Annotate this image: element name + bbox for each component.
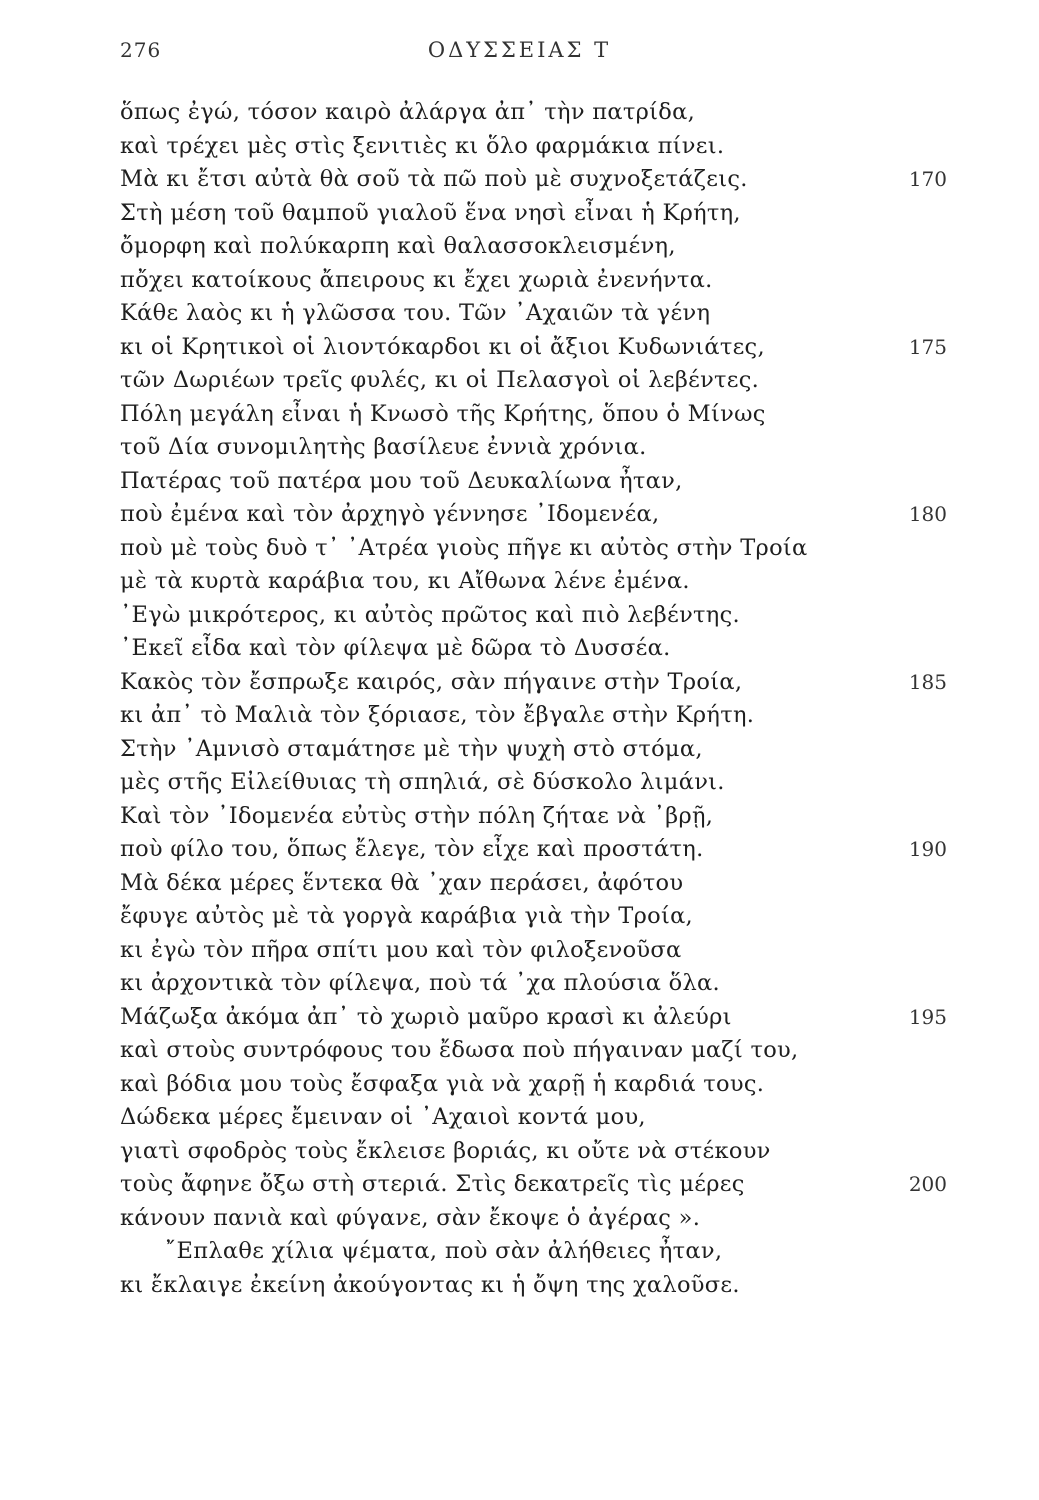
verse-text: Στὴ μέση τοῦ θαμποῦ γιαλοῦ ἕνα νησὶ εἶναι ἡ Κρήτη, bbox=[120, 199, 741, 226]
verse-text: μὲς στῆς Εἰλείθυιας τὴ σπηλιά, σὲ δύσκολο λιμάνι. bbox=[120, 769, 725, 795]
line-number: 180 bbox=[908, 502, 947, 526]
verse-text: ὄμορφη καὶ πολύκαρπη καὶ θαλασσοκλεισμένη, bbox=[120, 233, 676, 259]
verse-text: καὶ τρέχει μὲς στὶς ξενιτιὲς κι ὅλο φαρμάκια πίνει. bbox=[120, 132, 725, 159]
verse-text: μὲ τὰ κυρτὰ καράβια του, κι Αἴθωνα λένε ἐμένα. bbox=[120, 568, 690, 594]
verse-text: Μάζωξα ἀκόμα ἀπ᾽ τὸ χωριὸ μαῦρο κρασὶ κι ἀλεύρι bbox=[120, 1003, 732, 1030]
running-title: ΟΔΥΣΣΕΙΑΣ Τ bbox=[427, 38, 612, 62]
line-number: 185 bbox=[908, 669, 947, 694]
page-header bbox=[0, 38, 1039, 74]
verse-line bbox=[0, 264, 1039, 298]
verse-line bbox=[0, 197, 1039, 231]
verse-line bbox=[0, 599, 1039, 633]
verse-text: κι ἀπ᾽ τὸ Μαλιὰ τὸν ξόριασε, τὸν ἔβγαλε στὴν Κρήτη. bbox=[120, 702, 755, 728]
verse-text: κι ἀρχοντικὰ τὸν φίλεψα, ποὺ τά ᾿χα πλούσια ὅλα. bbox=[120, 970, 720, 996]
verse-text: Μὰ δέκα μέρες ἕντεκα θὰ ᾿χαν περάσει, ἀφότου bbox=[120, 869, 684, 896]
verse-line bbox=[0, 699, 1039, 733]
verse-text: τοὺς ἄφηνε ὄξω στὴ στεριά. Στὶς δεκατρεῖς τὶς μέρες bbox=[120, 1171, 745, 1197]
verse-line bbox=[0, 1034, 1039, 1068]
verse-text: ᾿Εκεῖ εἶδα καὶ τὸν φίλεψα μὲ δῶρα τὸ Δυσσέα. bbox=[120, 635, 671, 661]
verse-line bbox=[0, 1101, 1039, 1135]
line-number: 200 bbox=[908, 1172, 947, 1196]
verse-line bbox=[0, 1269, 1039, 1303]
verse-line bbox=[0, 130, 1039, 164]
verse-line bbox=[0, 431, 1039, 465]
verse-line bbox=[0, 766, 1039, 800]
verse-text: πὄχει κατοίκους ἄπειρους κι ἔχει χωριὰ ἐνενήντα. bbox=[120, 266, 713, 293]
verse-line bbox=[0, 96, 1039, 130]
verse-line bbox=[0, 733, 1039, 767]
verse-text: κι οἱ Κρητικοὶ οἱ λιοντόκαρδοι κι οἱ ἄξιοι Κυδωνιάτες, bbox=[120, 333, 765, 360]
verse-line bbox=[0, 465, 1039, 499]
verse-line bbox=[0, 364, 1039, 398]
verse-line bbox=[0, 565, 1039, 599]
verse-text: Πόλη μεγάλη εἶναι ἡ Κνωσὸ τῆς Κρήτης, ὅπου ὁ Μίνως bbox=[120, 400, 766, 427]
verse-line bbox=[0, 498, 1039, 532]
page-number: 276 bbox=[120, 38, 162, 62]
verse-line bbox=[0, 632, 1039, 666]
verse-text: κάνουν πανιὰ καὶ φύγανε, σὰν ἔκοψε ὁ ἀγέρας ». bbox=[120, 1204, 701, 1231]
line-number: 170 bbox=[908, 167, 947, 191]
verse-line bbox=[0, 1235, 1039, 1269]
verse-text: Δώδεκα μέρες ἔμειναν οἱ ᾿Αχαιοὶ κοντά μου, bbox=[120, 1104, 646, 1130]
verse-line bbox=[0, 800, 1039, 834]
verse-line bbox=[0, 163, 1039, 197]
verse-text: Κάθε λαὸς κι ἡ γλῶσσα του. Τῶν ᾿Αχαιῶν τὰ γένη bbox=[120, 300, 711, 326]
verse-line bbox=[0, 398, 1039, 432]
verse-line bbox=[0, 934, 1039, 968]
verse-line bbox=[0, 1001, 1039, 1035]
verse-text: Στὴν ᾿Αμνισὸ σταμάτησε μὲ τὴν ψυχὴ στὸ στόμα, bbox=[120, 735, 703, 762]
verse-text: καὶ βόδια μου τοὺς ἔσφαξα γιὰ νὰ χαρῇ ἡ καρδιά τους. bbox=[120, 1070, 765, 1097]
verse-line bbox=[0, 1168, 1039, 1202]
verse-text: καὶ στοὺς συντρόφους του ἔδωσα ποὺ πήγαιναν μαζί του, bbox=[120, 1037, 799, 1063]
line-number: 195 bbox=[908, 1004, 947, 1029]
verse-line bbox=[0, 532, 1039, 566]
line-number: 190 bbox=[908, 837, 947, 861]
verse-text: ποὺ φίλο του, ὅπως ἔλεγε, τὸν εἶχε καὶ προστάτη. bbox=[120, 836, 704, 862]
verse-text: Καὶ τὸν ᾿Ιδομενέα εὐτὺς στὴν πόλη ζήταε νὰ ᾿βρῇ, bbox=[120, 802, 714, 829]
verse-text: ῎Επλαθε χίλια ψέματα, ποὺ σὰν ἀλήθειες ἦταν, bbox=[165, 1238, 723, 1264]
verse-text: Μὰ κι ἔτσι αὐτὰ θὰ σοῦ τὰ πῶ ποὺ μὲ συχνοξετάζεις. bbox=[120, 166, 748, 192]
verse-line bbox=[0, 230, 1039, 264]
verse-text: κι ἔκλαιγε ἐκείνη ἀκούγοντας κι ἡ ὄψη της χαλοῦσε. bbox=[120, 1271, 740, 1298]
verse-line bbox=[0, 297, 1039, 331]
verse-text: Πατέρας τοῦ πατέρα μου τοῦ Δευκαλίωνα ἦταν, bbox=[120, 467, 683, 494]
verse-line bbox=[0, 331, 1039, 365]
verse-text: κι ἐγὼ τὸν πῆρα σπίτι μου καὶ τὸν φιλοξενοῦσα bbox=[120, 936, 682, 963]
verse-text: γιατὶ σφοδρὸς τοὺς ἔκλεισε βοριάς, κι οὔτε νὰ στέκουν bbox=[120, 1137, 771, 1164]
verse-text: ᾿Εγὼ μικρότερος, κι αὐτὸς πρῶτος καὶ πιὸ λεβέντης. bbox=[120, 601, 740, 628]
verse-line bbox=[0, 666, 1039, 700]
verse-line bbox=[0, 900, 1039, 934]
verse-block bbox=[0, 96, 1039, 1302]
verse-text: τοῦ Δία συνομιλητὴς βασίλευε ἐννιὰ χρόνια. bbox=[120, 434, 647, 460]
verse-text: τῶν Δωριέων τρεῖς φυλές, κι οἱ Πελασγοὶ οἱ λεβέντες. bbox=[120, 367, 760, 393]
verse-line bbox=[0, 1202, 1039, 1236]
verse-line bbox=[0, 867, 1039, 901]
verse-line bbox=[0, 1068, 1039, 1102]
verse-line bbox=[0, 967, 1039, 1001]
verse-line bbox=[0, 1135, 1039, 1169]
verse-text: ποὺ μὲ τοὺς δυὸ τ᾽ ᾿Ατρέα γιοὺς πῆγε κι αὐτὸς στὴν Τροία bbox=[120, 534, 808, 561]
verse-line bbox=[0, 833, 1039, 867]
verse-text: ἔφυγε αὐτὸς μὲ τὰ γοργὰ καράβια γιὰ τὴν Τροία, bbox=[120, 903, 694, 929]
verse-text: ὅπως ἐγώ, τόσον καιρὸ ἀλάργα ἀπ᾽ τὴν πατρίδα, bbox=[120, 99, 696, 125]
verse-text: Κακὸς τὸν ἔσπρωξε καιρός, σὰν πήγαινε στὴν Τροία, bbox=[120, 668, 743, 695]
verse-text: ποὺ ἐμένα καὶ τὸν ἀρχηγὸ γέννησε ᾿Ιδομενέα, bbox=[120, 501, 660, 527]
line-number: 175 bbox=[908, 334, 947, 359]
